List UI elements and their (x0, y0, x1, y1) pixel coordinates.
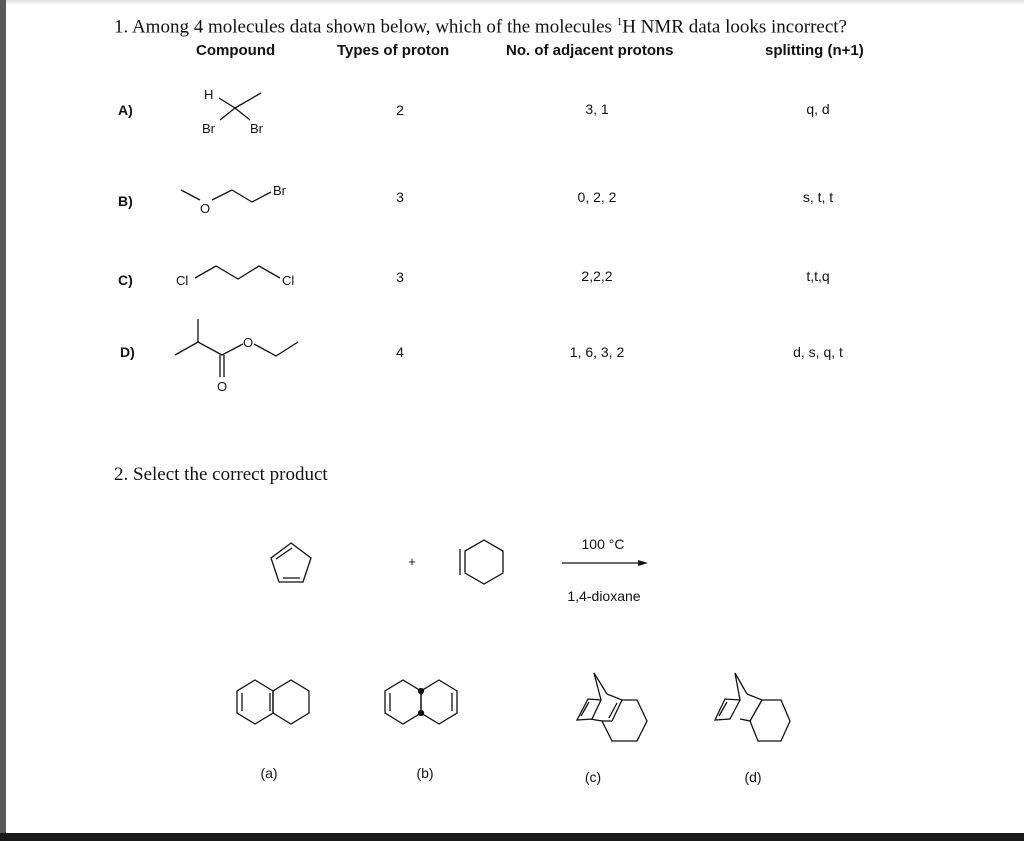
row-label-c: C) (118, 272, 133, 288)
option-b[interactable]: (b) (416, 765, 434, 781)
option-c[interactable]: (c) (584, 769, 602, 785)
atom-o: O (243, 335, 254, 350)
cyclopentadiene (271, 543, 311, 582)
header-types: Types of proton (337, 42, 450, 59)
option-d[interactable]: (d) (744, 769, 762, 785)
atom-br: Br (273, 183, 286, 198)
structure-a (237, 680, 309, 724)
atom-o: O (217, 379, 228, 394)
header-compound: Compound (196, 42, 276, 59)
header-adjacent: No. of adjacent protons (506, 42, 674, 59)
splitting-a: q, d (806, 101, 830, 117)
splitting-c: t,t,q (806, 268, 830, 284)
molecule-c (176, 266, 294, 288)
structure-d (715, 673, 790, 741)
molecule-b (181, 183, 287, 216)
types-c: 3 (396, 269, 404, 285)
adjacent-a: 3, 1 (585, 101, 609, 117)
atom-br: Br (202, 121, 215, 136)
condition-temperature: 100 °C (581, 536, 625, 552)
atom-br: Br (250, 121, 263, 136)
atom-o: O (200, 201, 211, 216)
types-a: 2 (396, 102, 404, 118)
header-splitting: splitting (n+1) (765, 42, 864, 59)
question-1: 1. Among 4 molecules data shown below, which of the molecules $^1$H NMR data looks incorrect? (114, 16, 847, 38)
option-a[interactable]: (a) (260, 765, 278, 781)
plus-sign: + (408, 554, 416, 569)
adjacent-d: 1, 6, 3, 2 (569, 344, 625, 360)
atom-cl: Cl (176, 273, 189, 288)
condition-solvent: 1,4-dioxane (567, 588, 641, 604)
row-label-d: D) (120, 344, 135, 360)
atom-h: H (204, 87, 214, 102)
adjacent-c: 2,2,2 (581, 268, 613, 284)
types-b: 3 (396, 189, 404, 205)
window-bottom-bar (0, 833, 1024, 841)
splitting-d: d, s, q, t (793, 344, 843, 360)
row-label-a: A) (118, 102, 133, 118)
atom-cl: Cl (282, 273, 295, 288)
structure-c (577, 673, 647, 741)
row-label-b: B) (118, 193, 133, 209)
adjacent-b: 0, 2, 2 (577, 189, 617, 205)
splitting-b: s, t, t (802, 189, 834, 205)
molecule-a (202, 87, 264, 136)
structure-b (385, 680, 457, 724)
molecule-d (175, 319, 298, 394)
cyclohexene (460, 540, 503, 584)
reaction-arrow (562, 560, 648, 566)
question-2: 2. Select the correct product (114, 464, 328, 485)
types-d: 4 (396, 344, 404, 360)
